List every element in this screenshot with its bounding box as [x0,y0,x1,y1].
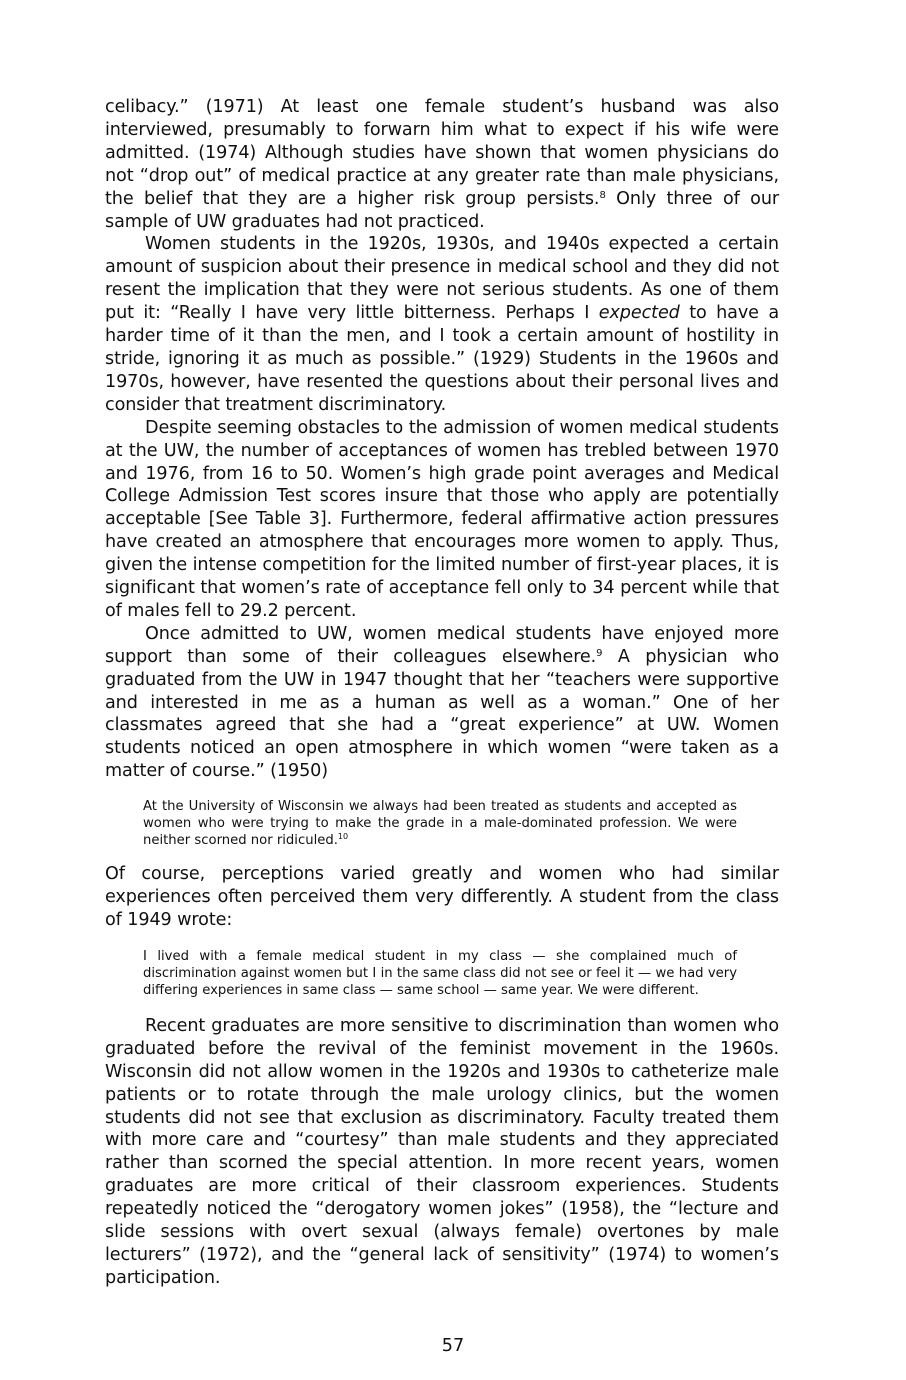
block-quote-roommate: I lived with a female medical student in my class — she complained much of discrimination against women but I in the same class did not see or feel it — we had very differing experiences in same class — same school — same year. We were different. [143,948,737,998]
page-body [105,96,779,1290]
footnote-ref-9[interactable]: 9 [596,647,603,659]
paragraph-admissions: Despite seeming obstacles to the admission of women medical students at the UW, the number of acceptances of women has trebled between 1970 and 1976, from 16 to 50. Women’s high grade point averages and Medical College Admission Test scores insure that those who apply are potentially acceptable [See Table 3]. Furthermore, federal affirmative action pressures have created an atmosphere that encourages more women to apply. Thus, given the intense competition for the limited number of first-year places, it is significant that women’s rate of acceptance fell only to 34 percent while that of males fell to 29.2 percent. [105,417,779,621]
paragraph-text: Only three of our sample of UW graduates had not practiced. [105,188,779,232]
paragraph-support [105,623,779,783]
paragraph-text: A physician who graduated from the UW in 1947 thought that her “teachers were supportive and interested in me as a human as well as a woman.” One of her classmates agreed that she had a “great experience” at UW. Women students noticed an open atmosphere in which women “were taken as a matter of course.” (1950) [105,646,779,782]
paragraph-celibacy [105,96,779,233]
paragraph-text: Once admitted to UW, women medical students have enjoyed more support than some of their colleagues elsewhere. [105,623,779,667]
paragraph-recent-graduates: Recent graduates are more sensitive to discrimination than women who graduated before the revival of the feminist movement in the 1960s. Wisconsin did not allow women in the 1920s and 1930s to catheterize male patients or to rotate through the male urology clinics, but the women students did not see that exclusion as discriminatory. Faculty treated them with more care and “courtesy” than male students and they appreciated rather than scorned the special attention. In more recent years, women graduates are more critical of their classroom experiences. Students repeatedly noticed the “derogatory women jokes” (1958), the “lecture and slide sessions with overt sexual (always female) overtones by male lecturers” (1972), and the “general lack of sensitivity” (1974) to women’s participation. [105,1015,779,1288]
footnote-ref-10[interactable]: 10 [337,832,349,842]
page-number: 57 [441,1336,465,1356]
paragraph-perceptions: Of course, perceptions varied greatly and women who had similar experiences often perceived them very differently. A student from the class of 1949 wrote: [105,864,779,930]
quote-text: At the University of Wisconsin we always had been treated as students and accepted as women who were trying to make the grade in a male-dominated profession. We were neither scorned nor ridiculed. [143,799,737,849]
block-quote-wisconsin [143,798,737,849]
footnote-ref-8[interactable]: 8 [599,189,606,201]
emphasis-expected: expected [598,303,680,324]
paragraph-text: celibacy.” (1971) At least one female student’s husband was also interviewed, presumably to forwarn him what to expect if his wife were admitted. (1974) Although studies have shown that women physicians do not “drop out” of medical practice at any greater rate than male physicians, the belief that they are a higher risk group persists. [105,97,779,209]
paragraph-text: to have a harder time of it than the men, and I took a certain amount of hostility in stride, ignoring it as much as possible.” (1929) Students in the 1960s and 1970s, however, have resented the questions about their personal lives and consider that treatment discriminatory. [105,303,780,415]
paragraph-suspicion [105,233,779,416]
paragraph-text: Women students in the 1920s, 1930s, and 1940s expected a certain amount of suspicion about their presence in medical school and they did not resent the implication that they were not serious students. As one of them put it: “Really I have very little bitterness. Perhaps I [105,234,779,324]
